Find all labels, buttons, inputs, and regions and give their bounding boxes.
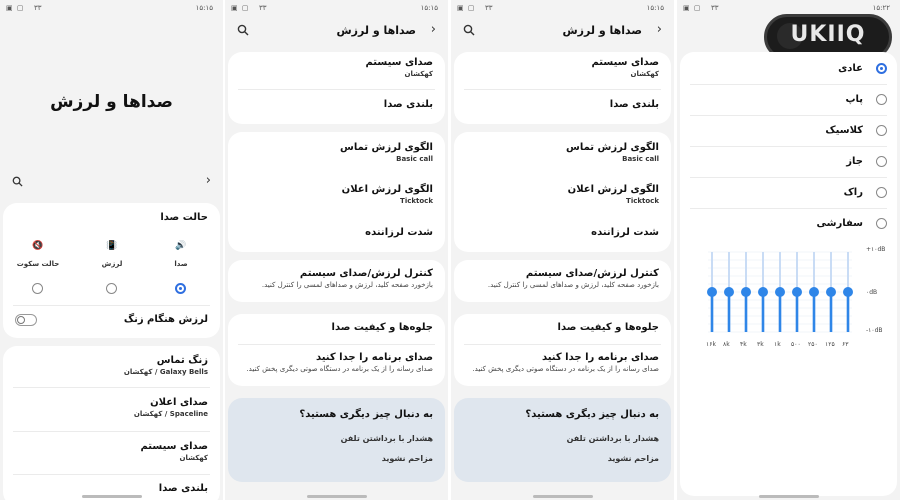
volume-item[interactable]: بلندی صدا xyxy=(609,99,659,110)
page-title: صداها و لرزش xyxy=(50,92,173,112)
eq-slider-knob[interactable] xyxy=(809,287,819,297)
freq-label: ۱۲۵ xyxy=(825,341,835,348)
status-icons: ▣ ▢ xyxy=(683,4,702,12)
vibrate-icon: 📳 xyxy=(106,241,118,251)
volume-item[interactable]: بلندی صدا xyxy=(158,483,208,494)
eq-slider-knob[interactable] xyxy=(741,287,751,297)
signal-text: ۳۳ xyxy=(34,4,42,12)
preset-item[interactable] xyxy=(680,54,897,84)
preset-radio[interactable] xyxy=(876,63,887,74)
freq-label: ۳k xyxy=(757,341,764,348)
divider xyxy=(13,305,210,306)
preset-radio[interactable] xyxy=(876,125,887,136)
freq-label: ۱k xyxy=(774,341,781,348)
vibration-card xyxy=(454,132,671,252)
search-icon[interactable] xyxy=(12,176,23,187)
system-card xyxy=(454,52,671,124)
preset-label: راک xyxy=(843,187,863,198)
freq-label: ۱۶k xyxy=(706,341,716,348)
system-sound-value: کهکشان xyxy=(179,454,208,462)
nav-handle[interactable] xyxy=(533,495,593,498)
status-time: ۱۵:۱۵ xyxy=(420,4,438,12)
mode-sound[interactable] xyxy=(164,241,198,269)
divider xyxy=(13,431,210,432)
nav-handle[interactable] xyxy=(82,495,142,498)
call-vibration-value: Basic call xyxy=(396,155,433,163)
db-mid-label: ۰dB xyxy=(866,289,878,296)
eq-slider-knob[interactable] xyxy=(792,287,802,297)
system-card xyxy=(228,52,445,124)
system-sound-item[interactable] xyxy=(15,440,208,463)
divider xyxy=(464,344,661,345)
eq-slider-knob[interactable] xyxy=(724,287,734,297)
freq-label: ۴k xyxy=(740,341,747,348)
dnd-link[interactable]: مزاحم نشوید xyxy=(381,454,433,463)
signal-text: ۳۳ xyxy=(711,4,719,12)
call-vibration-title: الگوی لرزش تماس xyxy=(566,142,659,153)
preset-item[interactable] xyxy=(680,85,897,115)
status-bar xyxy=(451,0,674,16)
preset-label: جاز xyxy=(846,156,863,167)
signal-text: ۳۳ xyxy=(485,4,493,12)
status-icons: ▣ ▢ xyxy=(231,4,250,12)
notification-vibration-title: الگوی لرزش اعلان xyxy=(341,184,433,195)
notification-vibration-value: Ticktock xyxy=(626,197,659,205)
panel-sound-home xyxy=(0,0,223,500)
vibration-card xyxy=(228,132,445,252)
system-control-card xyxy=(228,260,445,302)
mute-icon: 🔇 xyxy=(32,241,44,251)
looking-for-title: به دنبال چیز دیگری هستید؟ xyxy=(299,409,433,420)
preset-item[interactable] xyxy=(680,178,897,208)
volume-item[interactable]: بلندی صدا xyxy=(383,99,433,110)
mode-sound-label: صدا xyxy=(174,260,188,268)
header-title: صداها و لرزش xyxy=(336,24,416,37)
notification-vibration-item[interactable] xyxy=(240,183,433,206)
preset-item[interactable] xyxy=(680,209,897,239)
effects-card xyxy=(454,314,671,386)
effects-item[interactable]: جلوه‌ها و کیفیت صدا xyxy=(557,322,659,333)
freq-label: ۶۳ xyxy=(842,341,849,348)
nav-handle[interactable] xyxy=(759,495,819,498)
system-sound-value: کهکشان xyxy=(630,70,659,78)
system-sound-item[interactable] xyxy=(466,56,659,79)
mode-mute-radio[interactable] xyxy=(32,283,43,294)
separate-sound-desc: صدای رسانه را از یک برنامه در دستگاه صوتی دیگری پخش کنید. xyxy=(472,365,659,373)
signal-text: ۳۳ xyxy=(259,4,267,12)
pickup-alert-link[interactable]: هشدار با برداشتن تلفن xyxy=(340,434,433,443)
system-control-desc: بازخورد صفحه کلید، لرزش و صداهای لمسی را کنترل کنید. xyxy=(261,281,433,289)
ringtone-item[interactable] xyxy=(15,354,208,377)
eq-slider-knob[interactable] xyxy=(826,287,836,297)
dnd-link[interactable]: مزاحم نشوید xyxy=(607,454,659,463)
looking-for-card xyxy=(454,398,671,482)
mode-sound-radio[interactable] xyxy=(175,283,186,294)
notification-sound-item[interactable] xyxy=(15,396,208,419)
status-time: ۱۵:۲۲ xyxy=(872,4,890,12)
sound-mode-card xyxy=(3,203,220,338)
pickup-alert-link[interactable]: هشدار با برداشتن تلفن xyxy=(566,434,659,443)
notification-sound-title: صدای اعلان xyxy=(150,397,208,408)
search-icon[interactable] xyxy=(237,24,249,36)
preset-radio[interactable] xyxy=(876,187,887,198)
preset-label: سفارشی xyxy=(816,218,863,229)
status-icons: ▣ ▢ xyxy=(6,4,25,12)
status-bar xyxy=(225,0,448,16)
status-time: ۱۵:۱۵ xyxy=(646,4,664,12)
divider xyxy=(13,387,210,388)
search-icon[interactable] xyxy=(463,24,475,36)
ringtone-title: زنگ تماس xyxy=(156,355,208,366)
eq-slider-knob[interactable] xyxy=(775,287,785,297)
vibration-intensity-item[interactable]: شدت لرزاننده xyxy=(591,227,659,238)
preset-item[interactable] xyxy=(680,116,897,146)
mode-vibrate-radio[interactable] xyxy=(106,283,117,294)
notification-vibration-title: الگوی لرزش اعلان xyxy=(567,184,659,195)
equalizer-card xyxy=(680,52,897,496)
system-control-desc: بازخورد صفحه کلید، لرزش و صداهای لمسی را کنترل کنید. xyxy=(487,281,659,289)
divider xyxy=(13,474,210,475)
ringtone-value: Galaxy Bells / کهکشان xyxy=(123,368,208,376)
effects-card xyxy=(228,314,445,386)
system-control-card xyxy=(454,260,671,302)
eq-slider-knob[interactable] xyxy=(707,287,717,297)
notification-vibration-item[interactable] xyxy=(466,183,659,206)
divider xyxy=(238,344,435,345)
call-vibration-value: Basic call xyxy=(622,155,659,163)
sound-mode-title: حالت صدا xyxy=(160,212,208,223)
panel-equalizer xyxy=(677,0,900,500)
freq-label: ۲۵۰ xyxy=(808,341,818,348)
system-sound-title: صدای سیستم xyxy=(140,441,208,452)
system-control-title: کنترل لرزش/صدای سیستم xyxy=(299,268,433,279)
eq-slider-knob[interactable] xyxy=(758,287,768,297)
status-time: ۱۵:۱۵ xyxy=(195,4,213,12)
looking-for-card xyxy=(228,398,445,482)
db-top-label: +۱۰dB xyxy=(866,246,886,253)
system-sound-title: صدای سیستم xyxy=(591,57,659,68)
preset-radio[interactable] xyxy=(876,94,887,105)
system-control-item[interactable] xyxy=(240,267,433,290)
status-icons: ▣ ▢ xyxy=(457,4,476,12)
freq-label: ۵۰۰ xyxy=(791,341,801,348)
ringtones-card xyxy=(3,346,220,500)
panel-sound-settings-b xyxy=(451,0,674,500)
vibrate-ring-label: لرزش هنگام زنگ xyxy=(123,314,208,325)
preset-item[interactable] xyxy=(680,147,897,177)
freq-label-row xyxy=(680,340,897,352)
divider xyxy=(238,89,435,90)
db-bot-label: -۱۰dB xyxy=(866,327,883,334)
nav-handle[interactable] xyxy=(307,495,367,498)
mode-vibrate-label: لرزش xyxy=(101,260,123,268)
mode-mute[interactable] xyxy=(15,241,61,269)
effects-item[interactable]: جلوه‌ها و کیفیت صدا xyxy=(331,322,433,333)
notification-sound-value: Spaceline / کهکشان xyxy=(133,410,208,418)
vibration-intensity-item[interactable]: شدت لرزاننده xyxy=(365,227,433,238)
preset-radio[interactable] xyxy=(876,156,887,167)
brand-logo-text: UKIIQ xyxy=(790,22,866,47)
separate-sound-desc: صدای رسانه را از یک برنامه در دستگاه صوتی دیگری پخش کنید. xyxy=(246,365,433,373)
preset-label: عادی xyxy=(838,63,863,74)
looking-for-title: به دنبال چیز دیگری هستید؟ xyxy=(525,409,659,420)
preset-label: کلاسیک xyxy=(825,125,863,136)
vibrate-ring-toggle[interactable] xyxy=(15,314,37,326)
status-bar xyxy=(0,0,223,16)
separate-sound-item[interactable] xyxy=(240,351,433,374)
system-sound-item[interactable] xyxy=(240,56,433,79)
call-vibration-item[interactable] xyxy=(466,141,659,164)
call-vibration-title: الگوی لرزش تماس xyxy=(340,142,433,153)
system-sound-title: صدای سیستم xyxy=(365,57,433,68)
separate-sound-item[interactable] xyxy=(466,351,659,374)
preset-label: پاپ xyxy=(845,94,863,105)
speaker-icon: 🔊 xyxy=(175,241,187,251)
chevron-right-icon[interactable]: › xyxy=(205,173,211,188)
preset-radio[interactable] xyxy=(876,218,887,229)
back-chevron-icon[interactable]: › xyxy=(430,22,436,37)
call-vibration-item[interactable] xyxy=(240,141,433,164)
separate-sound-title: صدای برنامه را جدا کنید xyxy=(541,352,659,363)
panel-sound-settings-a xyxy=(225,0,448,500)
mode-mute-label: حالت سکوت xyxy=(16,260,60,268)
system-control-title: کنترل لرزش/صدای سیستم xyxy=(525,268,659,279)
divider xyxy=(464,89,661,90)
mode-vibrate[interactable] xyxy=(95,241,129,269)
freq-label: ۸k xyxy=(723,341,730,348)
separate-sound-title: صدای برنامه را جدا کنید xyxy=(315,352,433,363)
system-control-item[interactable] xyxy=(466,267,659,290)
back-chevron-icon[interactable]: › xyxy=(656,22,662,37)
system-sound-value: کهکشان xyxy=(404,70,433,78)
eq-slider-knob[interactable] xyxy=(843,287,853,297)
header-title: صداها و لرزش xyxy=(562,24,642,37)
notification-vibration-value: Ticktock xyxy=(400,197,433,205)
